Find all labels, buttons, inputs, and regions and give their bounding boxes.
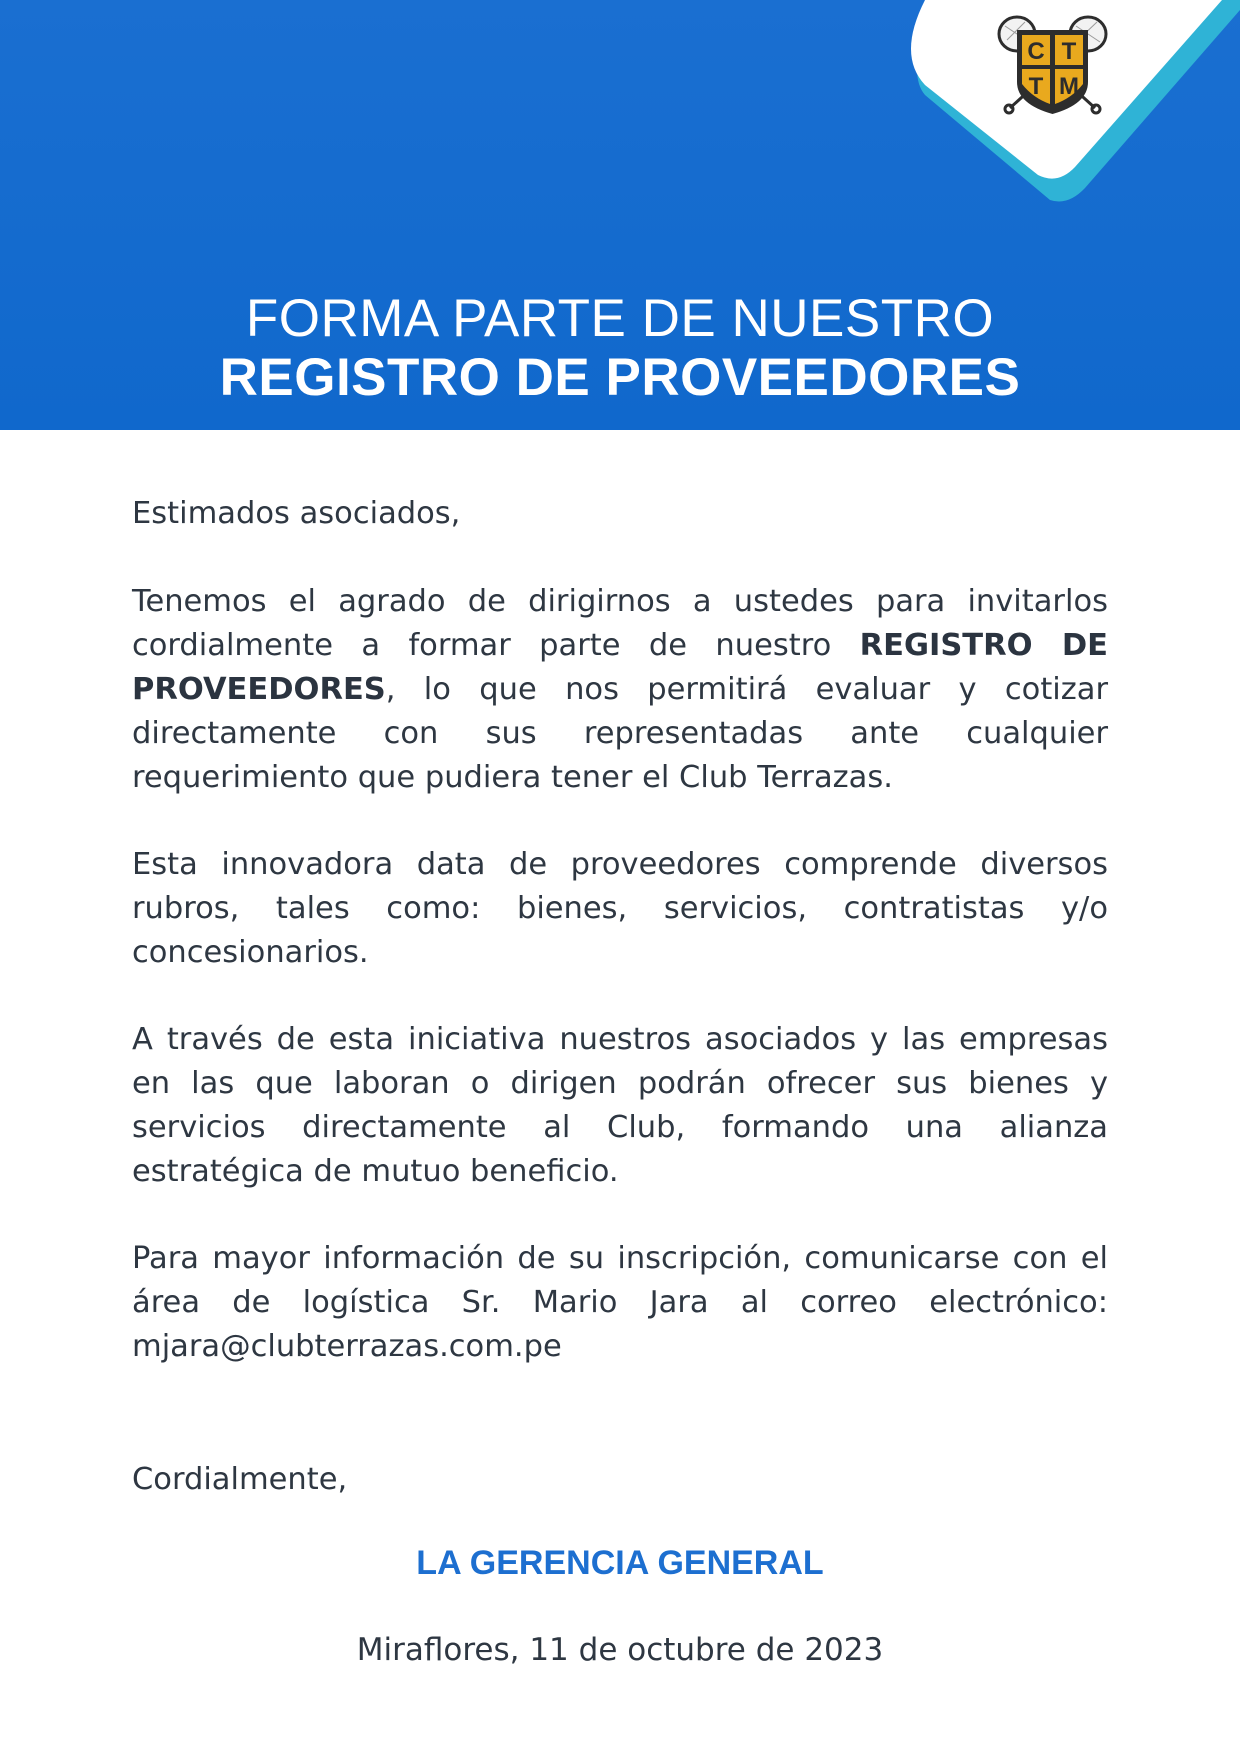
paragraph-invitation [132, 580, 1108, 800]
paragraph-contact-text: Para mayor información de su inscripción, comunicarse con el área de logística Sr. Mario Jara al correo electrónico: [132, 1241, 1108, 1320]
paragraph-categories: Esta innovadora data de proveedores comprende diversos rubros, tales como: bienes, servicios, contratistas y/o concesionarios. [132, 847, 1108, 970]
paragraph-contact [132, 1237, 1108, 1369]
logo-letter-t1: T [1061, 38, 1077, 65]
paragraph-initiative: A través de esta iniciativa nuestros asociados y las empresas en las que laboran o dirigen podrán ofrecer sus bienes y servicios directamente al Club, formando una alianza estratégica de mutuo beneficio. [132, 1022, 1108, 1189]
header-banner [0, 0, 1240, 430]
logo-letter-c: C [1027, 38, 1045, 65]
registry-highlight: REGISTRO DE PROVEEDORES [132, 628, 1108, 707]
signature: LA GERENCIA GENERAL [416, 1544, 824, 1582]
closing: Cordialmente, [132, 1462, 348, 1497]
greeting: Estimados asociados, [132, 496, 461, 531]
place-date: Miraflores, 11 de octubre de 2023 [356, 1632, 884, 1668]
title-line-2: REGISTRO DE PROVEEDORES [219, 348, 1021, 407]
paragraph-invitation-text-1: Tenemos el agrado de dirigirnos a ustedes para invitarlos cordialmente a formar parte de nuestro [132, 584, 1108, 663]
page-title [0, 290, 1240, 408]
letter-body [132, 492, 1108, 1412]
logo-letter-t2: T [1028, 73, 1044, 100]
club-crest-crossed-rackets-icon [995, 12, 1110, 117]
title-line-1: FORMA PARTE DE NUESTRO [245, 289, 995, 348]
contact-email[interactable]: mjara@clubterrazas.com.pe [132, 1329, 562, 1364]
paragraph-invitation-text-2: , lo que nos permitirá evaluar y cotizar directamente con sus representadas ante cualquier requerimiento que pudiera tener el Club Terrazas. [132, 672, 1108, 795]
logo-letter-m: M [1059, 73, 1079, 100]
